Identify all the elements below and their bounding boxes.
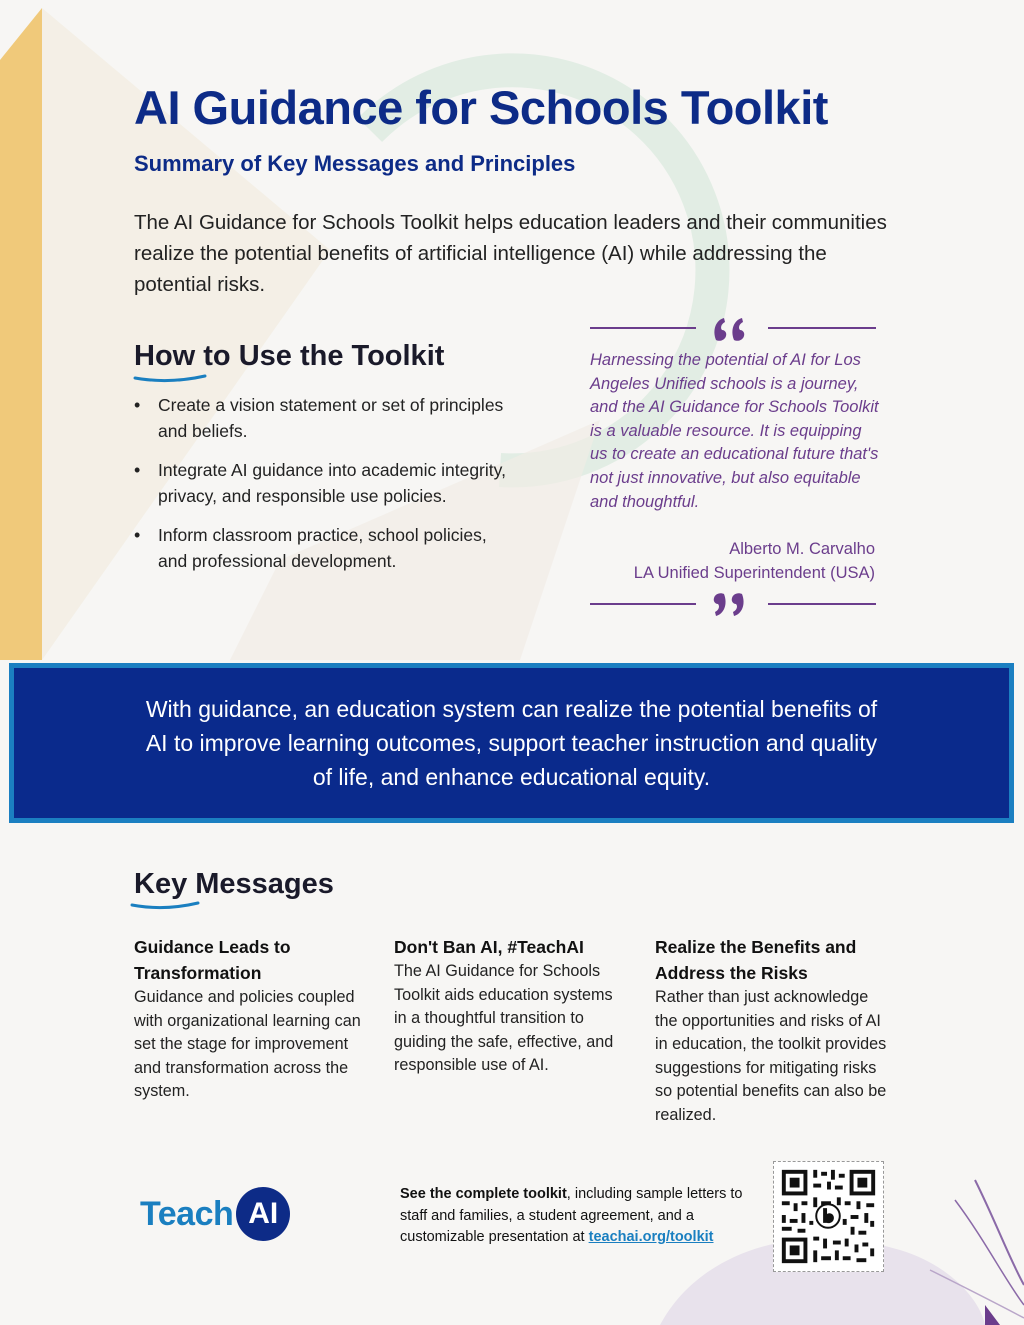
- key-messages-heading: Key Messages: [134, 868, 334, 900]
- logo-badge: AI: [236, 1187, 290, 1241]
- teachai-logo: [140, 1186, 290, 1242]
- banner-text: With guidance, an education system can realize the potential benefits of AI to improve learning outcomes, support teacher instruction and quality of life, and enhance educational equity.: [145, 696, 878, 790]
- footer-note: [400, 1184, 760, 1249]
- quote-author-name: Alberto M. Carvalho: [729, 540, 875, 558]
- how-to-use-heading: How to Use the Toolkit: [134, 340, 445, 372]
- footer-lead: See the complete toolkit: [400, 1186, 567, 1202]
- list-item: • Integrate AI guidance into academic integrity, privacy, and responsible use policies.: [134, 457, 514, 509]
- key-message-body: Guidance and policies coupled with organizational learning can set the stage for improvement and transformation across the system.: [134, 988, 361, 1101]
- open-quote-icon: [590, 316, 876, 344]
- key-message-column: [655, 934, 887, 1128]
- key-message-title: Realize the Benefits and Address the Risks: [655, 937, 857, 983]
- page-subtitle: Summary of Key Messages and Principles: [134, 151, 576, 176]
- list-item: • Create a vision statement or set of principles and beliefs.: [134, 392, 514, 444]
- toolkit-link[interactable]: teachai.org/toolkit: [588, 1229, 714, 1245]
- intro-paragraph: The AI Guidance for Schools Toolkit helps education leaders and their communities realize the potential benefits of artificial intelligence (AI) while addressing the potential risks.: [134, 211, 887, 296]
- logo-word: Teach: [140, 1194, 234, 1233]
- key-heading-underline: [130, 899, 200, 911]
- quote-text: Harnessing the potential of AI for Los Angeles Unified schools is a journey, and the AI Guidance for Schools Toolkit is a valuable resource. It is equipping us to create an educational future that's not just innovative, but also equitable and thoughtful.: [590, 351, 879, 511]
- how-heading-underline: [133, 372, 207, 384]
- how-to-use-list: [134, 392, 514, 587]
- page-title: AI Guidance for Schools Toolkit: [134, 81, 828, 134]
- key-message-body: The AI Guidance for Schools Toolkit aids education systems in a thoughtful transition to guiding the safe, effective, and responsible use of AI.: [394, 962, 614, 1075]
- close-quote-icon: [590, 590, 876, 618]
- quote-author-role: LA Unified Superintendent (USA): [633, 563, 875, 582]
- key-message-column: [134, 934, 366, 1104]
- footer-body: , including sample letters to staff and families, a student agreement, and a customizable presentation at: [400, 1186, 743, 1245]
- key-message-title: Guidance Leads to Transformation: [134, 937, 291, 983]
- key-message-column: [394, 934, 626, 1078]
- key-statement-banner: [9, 663, 1014, 823]
- quote-attribution: [590, 538, 875, 585]
- qr-code-icon: [773, 1161, 884, 1272]
- key-message-title: Don't Ban AI, #TeachAI: [394, 937, 584, 957]
- list-item: • Inform classroom practice, school policies, and professional development.: [134, 522, 514, 574]
- key-message-body: Rather than just acknowledge the opportunities and risks of AI in education, the toolkit provides suggestions for mitigating risks so potential benefits can also be realized.: [655, 988, 887, 1124]
